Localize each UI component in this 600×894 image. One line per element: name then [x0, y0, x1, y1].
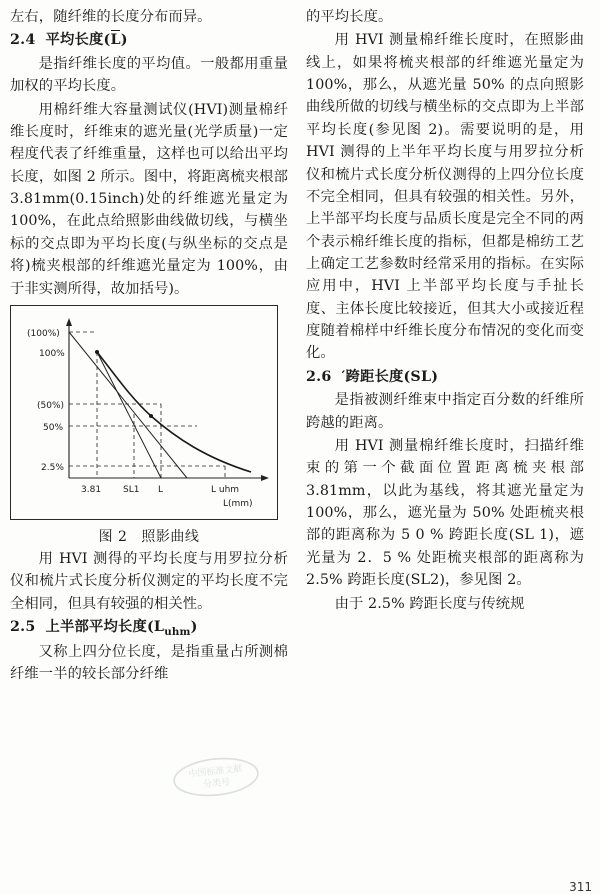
section-title-2-5-subscript: uhm	[164, 625, 191, 638]
svg-text:L: L	[158, 484, 164, 495]
svg-text:中国标准文献: 中国标准文献	[188, 764, 243, 780]
paragraph-2-6-1: 是指被测纤维束中指定百分数的纤维所跨越的距离。	[306, 392, 584, 431]
figure-2-number: 图 2	[98, 528, 128, 545]
section-title-2-5-suffix: )	[190, 618, 198, 635]
watermark-stamp	[168, 751, 264, 802]
section-title-2-5-prefix: 上半部平均长度(L	[45, 618, 165, 635]
paragraph-after-figure: 用 HVI 测得的平均长度与用罗拉分析仪和梳片式长度分析仪测定的平均长度不完全相同，但具有较强的相关性。	[10, 550, 288, 612]
figure-2	[10, 305, 288, 546]
paragraph-2-6-3: 由于 2.5% 跨距长度与传统规	[334, 595, 525, 612]
overline-symbol-L: L	[110, 29, 120, 52]
photoelectric-curve-chart	[11, 306, 277, 519]
section-title-2-4-suffix: )	[120, 32, 128, 49]
svg-text:(50%): (50%)	[37, 400, 65, 411]
figure-2-title: 照影曲线	[141, 528, 200, 545]
section-number-2-4: 2.4	[10, 32, 36, 49]
section-heading-2-6	[306, 366, 584, 389]
svg-text:3.81: 3.81	[81, 484, 102, 495]
right-column	[306, 6, 584, 890]
paragraph-2-5-1: 又称上四分位长度，是指重量占所测棉纤维一半的较长部分纤维	[10, 644, 288, 683]
paragraph-2-5-2: 用 HVI 测量棉纤维长度时，在照影曲线上，如果将梳夹根部的纤维遮光量定为 100%，那么，从遮光量 50% 的点向照影曲线所做的切线与横坐标的交点即为上半部平均长度(参见图 2)。需要说明的是，用 HVI 测得的上半年平均长度与用罗拉分析仪和梳片式长度分析仪测得的上四分位长度不完全相同，但具有较强的相关性。另外，上半部平均长度与品质长度是完全不同的两个表示棉纤维长度的指标，但都是棉纺工艺上确定工艺参数时经常采用的指标。在实际应用中，HVI 上半部平均长度与手扯长度、主体长度比较接近，但其大小或接近程度随着棉样中纤维长度分布情况的变化而变化。	[306, 32, 584, 362]
figure-2-plot-area	[10, 305, 278, 520]
paragraph-2-4-1: 是指纤维长度的平均值。一般都用重量加权的平均长度。	[10, 55, 288, 95]
paragraph-2-4-2: 用棉纤维大容量测试仪(HVI)测量棉纤维长度时，纤维束的遮光量(光学质量)一定程度代表了纤维重量，这样也可以给出平均长度，如图 2 所示。图中，将距离梳夹根部 3.81mm(0.15inch)处的纤维遮光量定为 100%，在此点给照影曲线做切线，与横坐标的交点即为平均长度(与纵坐标的交点是将)梳夹根部的纤维遮光量定为 100%，由于非实测所得，故加括号)。	[10, 101, 288, 297]
right-continuation-paragraph: 的平均长度。	[306, 9, 393, 25]
svg-text:(100%): (100%)	[27, 328, 60, 339]
paragraph-2-6-2: 用 HVI 测量棉纤维长度时，扫描纤维束的第一个截面位置距离梳夹根部 3.81mm，以此为基线，将其遮光量定为 100%，那么，遮光量为 50% 处距梳夹根部的距离称为 5 0 % 跨距长度(SL 1)，遮光量为 2．5 % 处距梳夹根部的距离称为 2.5% 跨距长度(SL2)，参见图 2。	[306, 438, 584, 589]
section-heading-2-4	[10, 29, 288, 52]
svg-text:100%: 100%	[39, 348, 65, 359]
section-mark-2-6: ′	[341, 368, 346, 385]
svg-text:2.5%: 2.5%	[41, 462, 64, 473]
section-number-2-6: 2.6	[306, 368, 332, 385]
svg-text:50%: 50%	[43, 422, 64, 433]
section-title-2-6: 跨距长度(SL)	[345, 368, 439, 385]
svg-text:L uhm: L uhm	[211, 484, 240, 495]
svg-text:L(mm): L(mm)	[223, 498, 253, 509]
page-number: 311	[569, 880, 592, 894]
left-column	[10, 6, 288, 890]
svg-text:分类号: 分类号	[202, 777, 231, 791]
left-continuation-paragraph: 左右，随纤维的长度分布而异。	[10, 9, 212, 25]
two-column-layout	[10, 6, 590, 890]
section-heading-2-5	[10, 616, 288, 640]
stamp-icon	[168, 751, 264, 802]
svg-text:SL1: SL1	[123, 484, 140, 495]
section-title-2-4-prefix: 平均长度(	[45, 32, 111, 49]
section-number-2-5: 2.5	[10, 618, 36, 635]
figure-2-caption	[10, 526, 288, 546]
